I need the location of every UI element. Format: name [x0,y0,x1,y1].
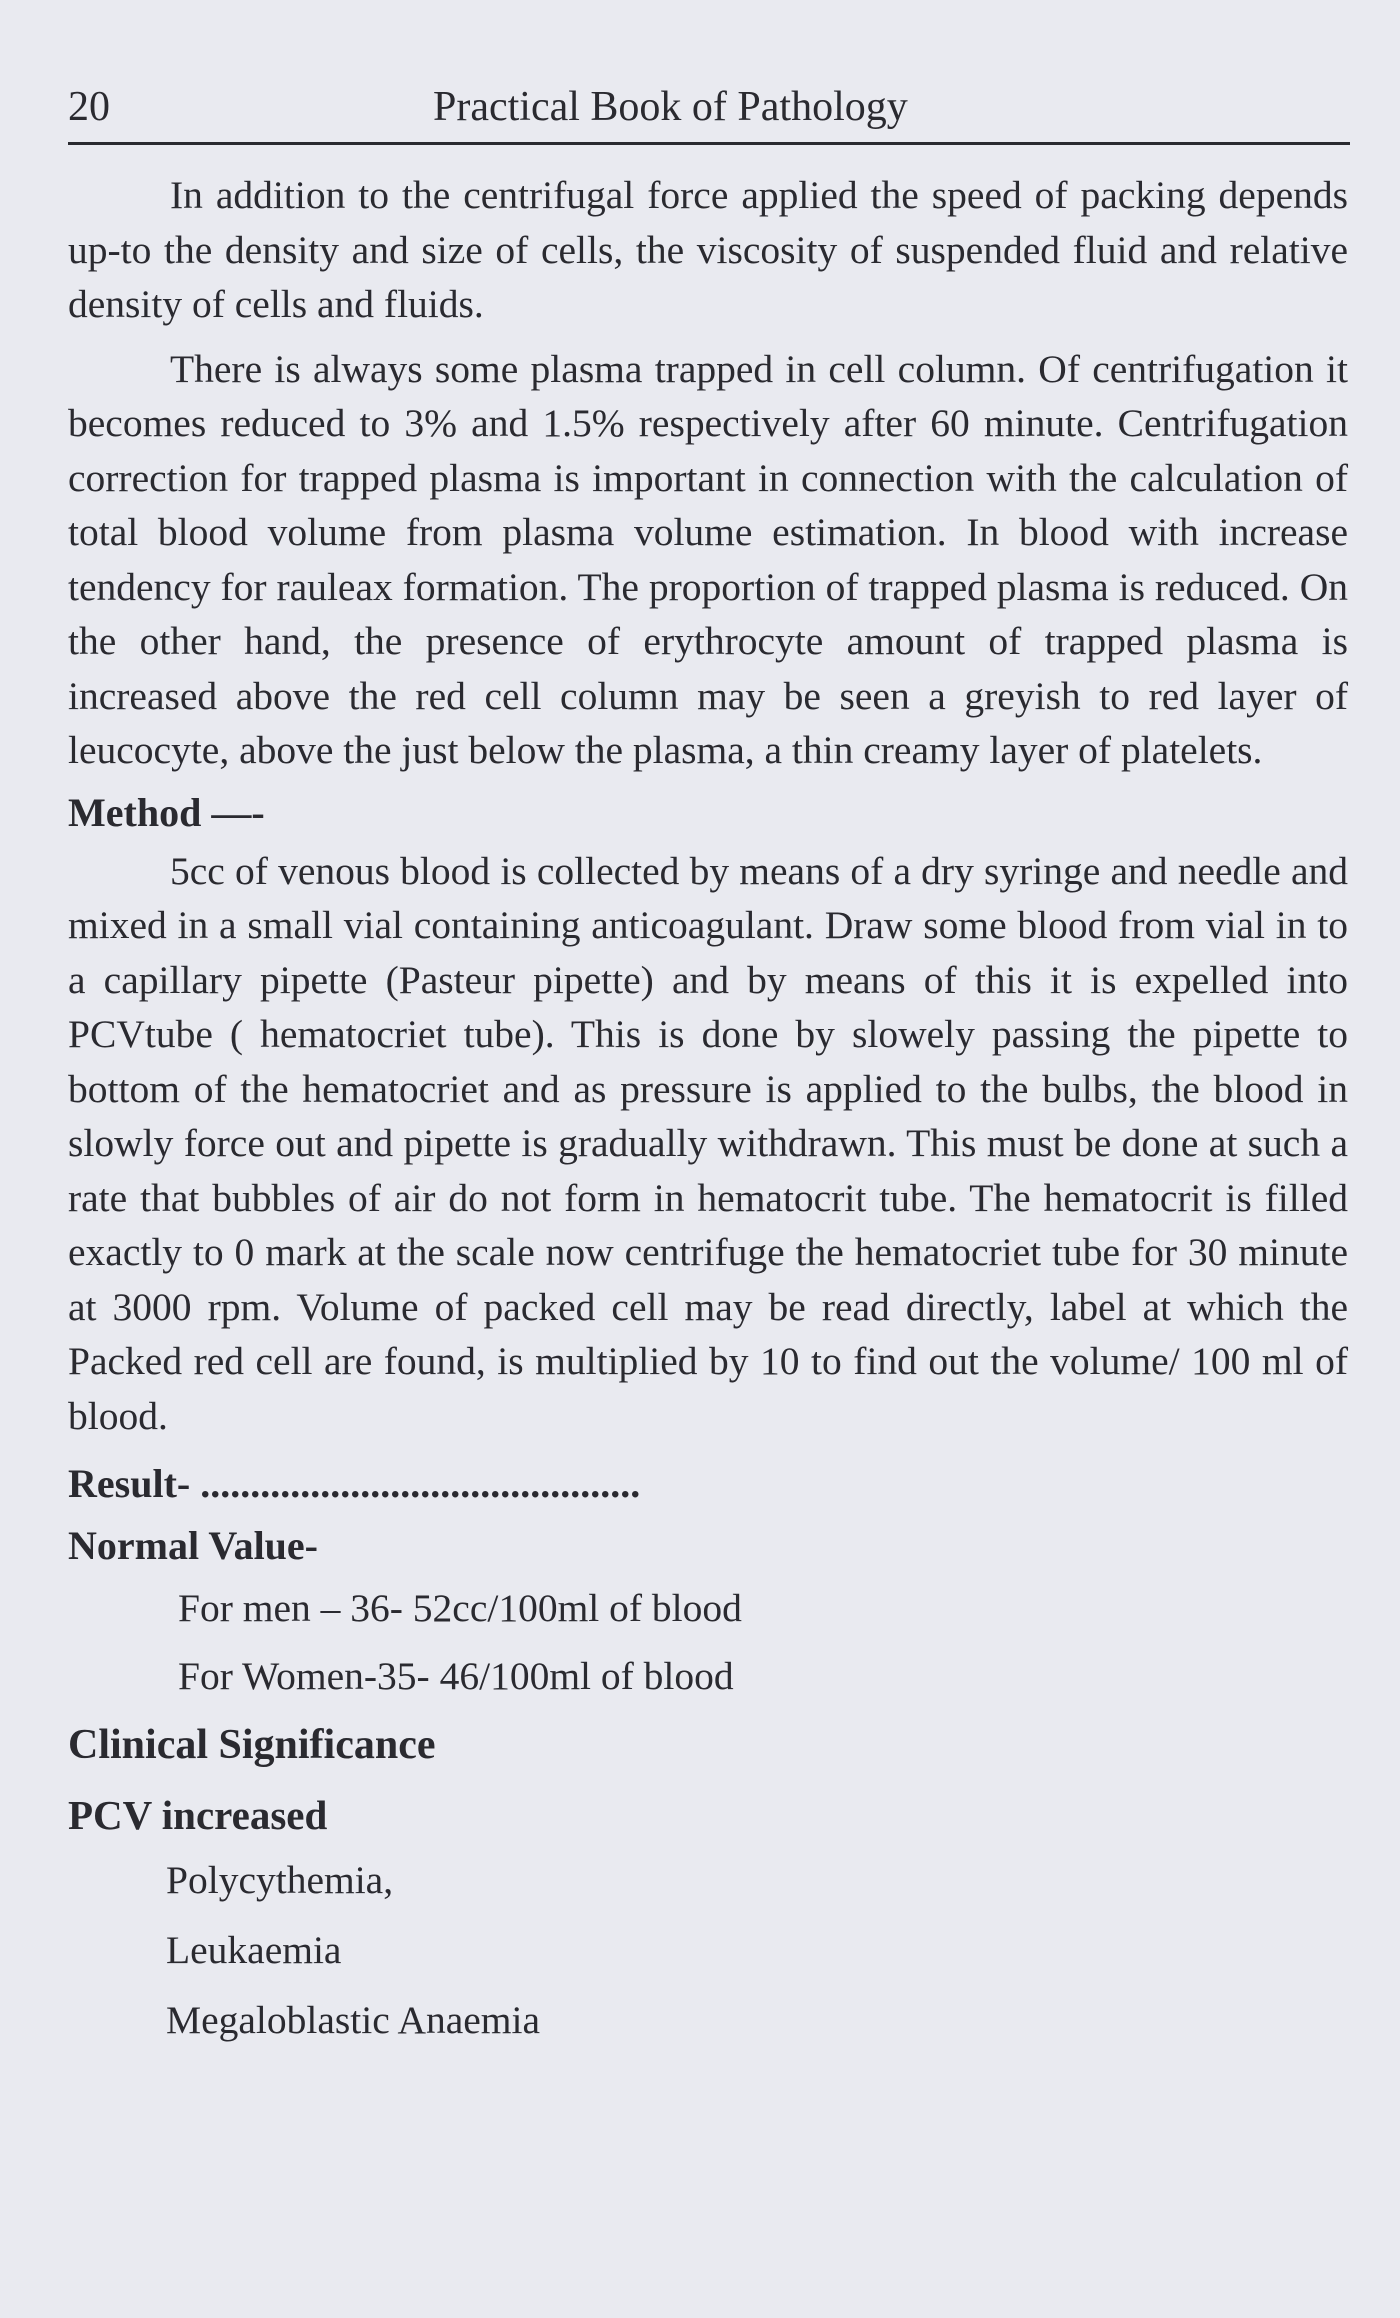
method-paragraph: 5cc of venous blood is collected by means of a dry syringe and needle and mixed in a small vial containing anticoagulant. Draw some blood from vial in to a capillary pipette (Pasteur pipette) and by means of this it is expelled into PCVtube ( hematocriet tube). This is done by slowely passing the pipette to bottom of the hematocriet and as pressure is applied to the bulbs, the blood in slowly force out and pipette is gradually withdrawn. This must be done at such a rate that bubbles of air do not form in hematocrit tube. The hematocrit is filled exactly to 0 mark at the scale now centrifuge the hematocriet tube for 30 minute at 3000 rpm. Volume of packed cell may be read directly, label at which the Packed red cell are found, is multiplied by 10 to find out the volume/ 100 ml of blood. [68,848,1348,1438]
normal-value-women: For Women-35- 46/100ml of blood [178,1654,734,1698]
normal-value-heading: Normal Value- [68,1523,318,1568]
paragraph-centrifugal-force: In addition to the centrifugal force applied the speed of packing depends up-to the density and size of cells, the viscosity of suspended fluid and relative density of cells and fluids. [68,173,1348,326]
normal-value-men: For men – 36- 52cc/100ml of blood [178,1586,742,1630]
method-heading: Method —- [68,789,265,835]
book-title: Practical Book of Pathology [433,84,908,130]
condition-item-polycythemia: Polycythemia, [166,1858,394,1902]
paragraph-trapped-plasma: There is always some plasma trapped in cell column. Of centrifugation it becomes reduced to 3% and 1.5% respectively after 60 minute. Centrifugation correction for trapped plasma is important in connection with the calculation of total blood volume from plasma volume estimation. In blood with increase tendency for rauleax formation. The proportion of trapped plasma is reduced. On the other hand, the presence of erythrocyte amount of trapped plasma is increased above the red cell column may be seen a greyish to red layer of leucocyte, above the just below the plasma, a thin creamy layer of platelets. [68,346,1348,772]
condition-item-megaloblastic-anaemia: Megaloblastic Anaemia [166,1998,541,2042]
condition-item-leukaemia: Leukaemia [166,1928,342,1972]
clinical-significance-heading: Clinical Significance [68,1722,436,1768]
result-heading: Result- ............................................ [68,1461,641,1506]
page-number: 20 [68,84,110,130]
page-body [68,168,1348,2063]
pcv-increased-heading: PCV increased [68,1792,328,1838]
running-header [68,72,1350,145]
condition-list [68,1853,1348,2047]
